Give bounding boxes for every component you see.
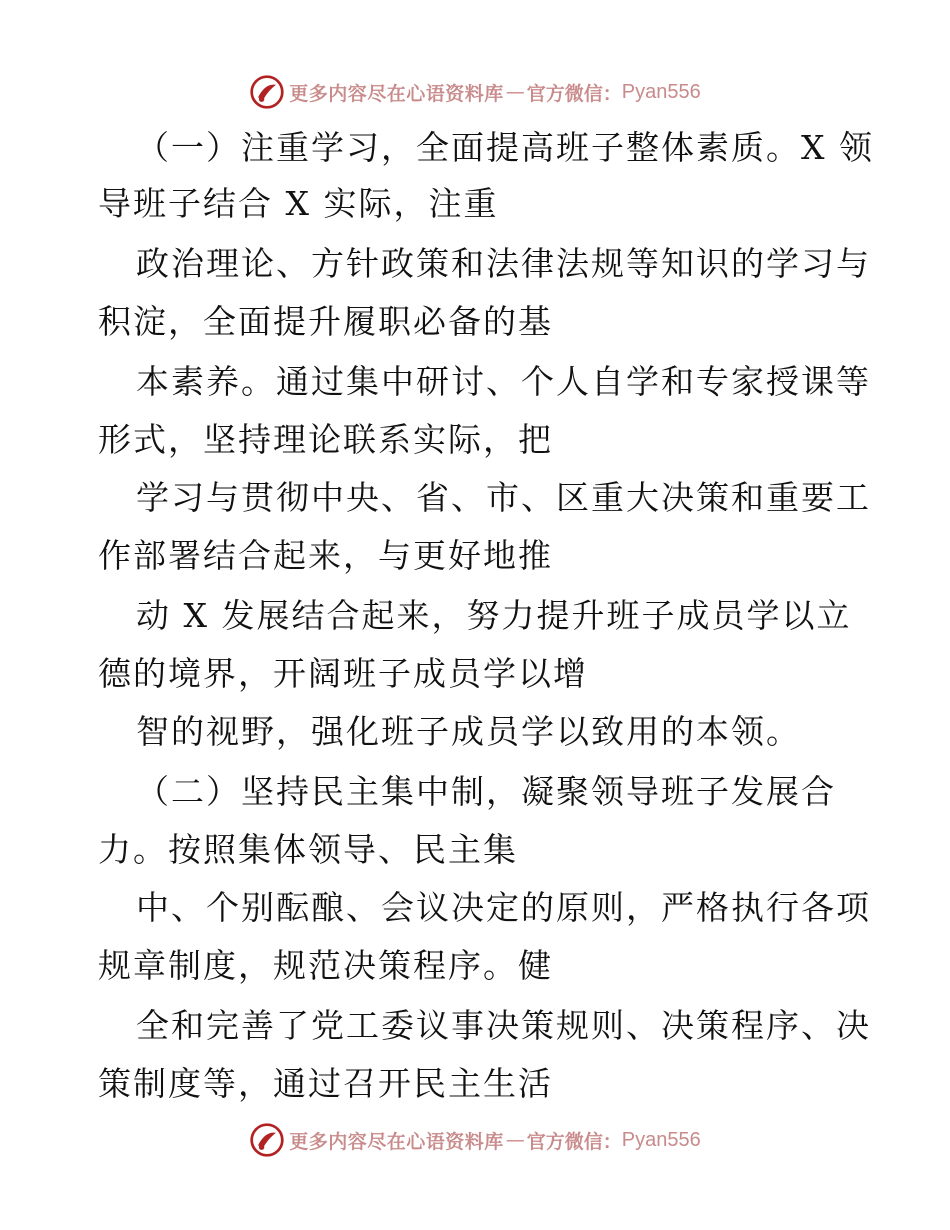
watermark-separator: —	[505, 81, 525, 103]
footer-watermark	[0, 1118, 950, 1162]
text-line: 策制度等，通过召开民主生活	[98, 1064, 553, 1103]
text-line: 规章制度，规范决策程序。健	[98, 946, 553, 985]
text-line: 动 X 发展结合起来，努力提升班子成员学以立	[136, 596, 852, 635]
text-line: （一）注重学习，全面提高班子整体素质。X 领	[136, 128, 874, 167]
text-line: 导班子结合 X 实际，注重	[98, 184, 499, 223]
watermark-site-text: 更多内容尽在心语资料库	[289, 1130, 504, 1153]
text-line: 作部署结合起来，与更好地推	[98, 536, 553, 575]
text-line: 中、个别酝酿、会议决定的原则，严格执行各项	[136, 888, 871, 927]
watermark-wechat-id: Pyan556	[621, 80, 701, 103]
text-line: 形式，坚持理论联系实际，把	[98, 420, 553, 459]
logo-icon	[249, 1122, 285, 1158]
watermark-wechat-id: Pyan556	[621, 1128, 701, 1151]
text-line: 德的境界，开阔班子成员学以增	[98, 654, 588, 693]
watermark-wechat-label: 官方微信：	[526, 82, 622, 105]
watermark-wechat-label: 官方微信：	[526, 1130, 622, 1153]
text-line: 政治理论、方针政策和法律法规等知识的学习与	[136, 244, 871, 283]
text-line: 全和完善了党工委议事决策规则、决策程序、决	[136, 1006, 871, 1045]
watermark-separator: —	[505, 1129, 525, 1151]
text-line: 本素养。通过集中研讨、个人自学和专家授课等	[136, 362, 871, 401]
watermark-site-text: 更多内容尽在心语资料库	[289, 82, 504, 105]
header-watermark	[0, 70, 950, 114]
text-line: 智的视野，强化班子成员学以致用的本领。	[136, 712, 801, 751]
text-line: 力。按照集体领导、民主集	[98, 830, 518, 869]
text-line: 积淀，全面提升履职必备的基	[98, 302, 553, 341]
text-line: 学习与贯彻中央、省、市、区重大决策和重要工	[136, 478, 871, 517]
logo-icon	[249, 74, 285, 110]
text-line: （二）坚持民主集中制，凝聚领导班子发展合	[136, 772, 836, 811]
